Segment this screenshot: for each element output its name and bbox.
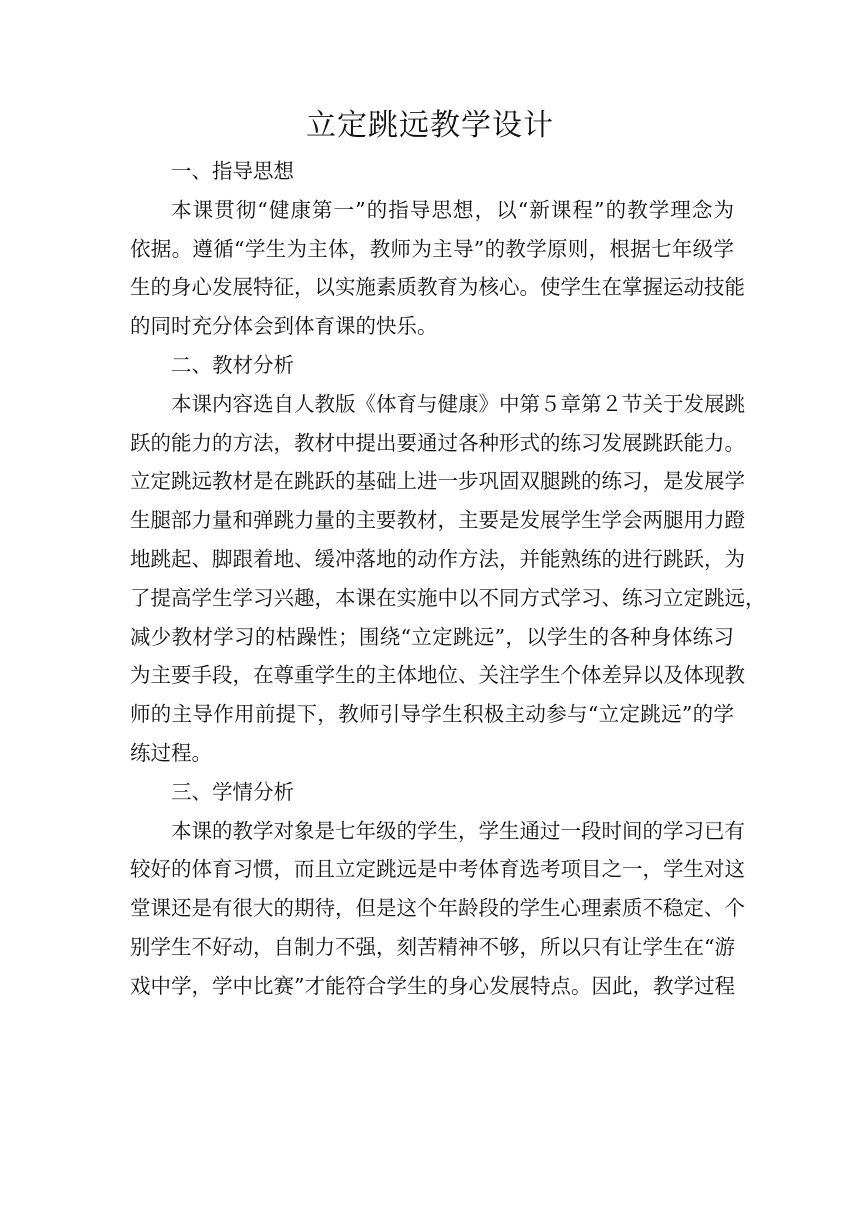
paragraph-line: 生的身心发展特征，以实施素质教育为核心。使学生在掌握运动技能 — [130, 275, 745, 300]
document-title: 立定跳远教学设计 — [306, 108, 554, 143]
document-body — [130, 152, 766, 1006]
paragraph-line: 戏中学，学中比赛”才能符合学生的身心发展特点。因此，教学过程 — [130, 973, 735, 998]
paragraph-line: 了提高学生学习兴趣，本课在实施中以不同方式学习、练习立定跳远， — [130, 585, 766, 610]
paragraph-line: 跃的能力的方法，教材中提出要通过各种形式的练习发展跳跃能力。 — [130, 430, 745, 455]
section-heading-learner-analysis: 三、学情分析 — [171, 779, 294, 804]
section-heading-material-analysis: 二、教材分析 — [171, 352, 294, 377]
paragraph-line: 减少教材学习的枯躁性；围绕“立定跳远”，以学生的各种身体练习 — [130, 624, 734, 649]
paragraph-guiding-ideology — [130, 191, 745, 346]
paragraph-line: 依据。遵循“学生为主体，教师为主导”的教学原则，根据七年级学 — [130, 236, 734, 261]
paragraph-line: 练过程。 — [130, 740, 212, 765]
paragraph-line: 本课贯彻“健康第一”的指导思想，以“新课程”的教学理念为 — [171, 197, 734, 222]
paragraph-line: 较好的体育习惯，而且立定跳远是中考体育选考项目之一，学生对这 — [130, 857, 745, 882]
paragraph-line: 本课内容选自人教版《体育与健康》中第５章第２节关于发展跳 — [171, 391, 745, 416]
paragraph-line: 立定跳远教材是在跳跃的基础上进一步巩固双腿跳的练习，是发展学 — [130, 469, 745, 494]
paragraph-learner-analysis — [130, 812, 745, 1006]
paragraph-line: 地跳起、脚跟着地、缓冲落地的动作方法，并能熟练的进行跳跃，为 — [130, 546, 745, 571]
paragraph-line: 本课的教学对象是七年级的学生，学生通过一段时间的学习已有 — [171, 818, 745, 843]
paragraph-line: 师的主导作用前提下，教师引导学生积极主动参与“立定跳远”的学 — [130, 702, 734, 727]
paragraph-line: 生腿部力量和弹跳力量的主要教材，主要是发展学生学会两腿用力蹬 — [130, 508, 745, 533]
paragraph-line: 的同时充分体会到体育课的快乐。 — [130, 314, 438, 339]
paragraph-line: 堂课还是有很大的期待，但是这个年龄段的学生心理素质不稳定、个 — [130, 896, 745, 921]
paragraph-line: 为主要手段，在尊重学生的主体地位、关注学生个体差异以及体现教 — [130, 663, 745, 688]
paragraph-line: 别学生不好动，自制力不强，刻苦精神不够，所以只有让学生在“游 — [130, 934, 735, 959]
paragraph-material-analysis — [130, 385, 766, 773]
section-heading-guiding-ideology: 一、指导思想 — [171, 159, 294, 183]
